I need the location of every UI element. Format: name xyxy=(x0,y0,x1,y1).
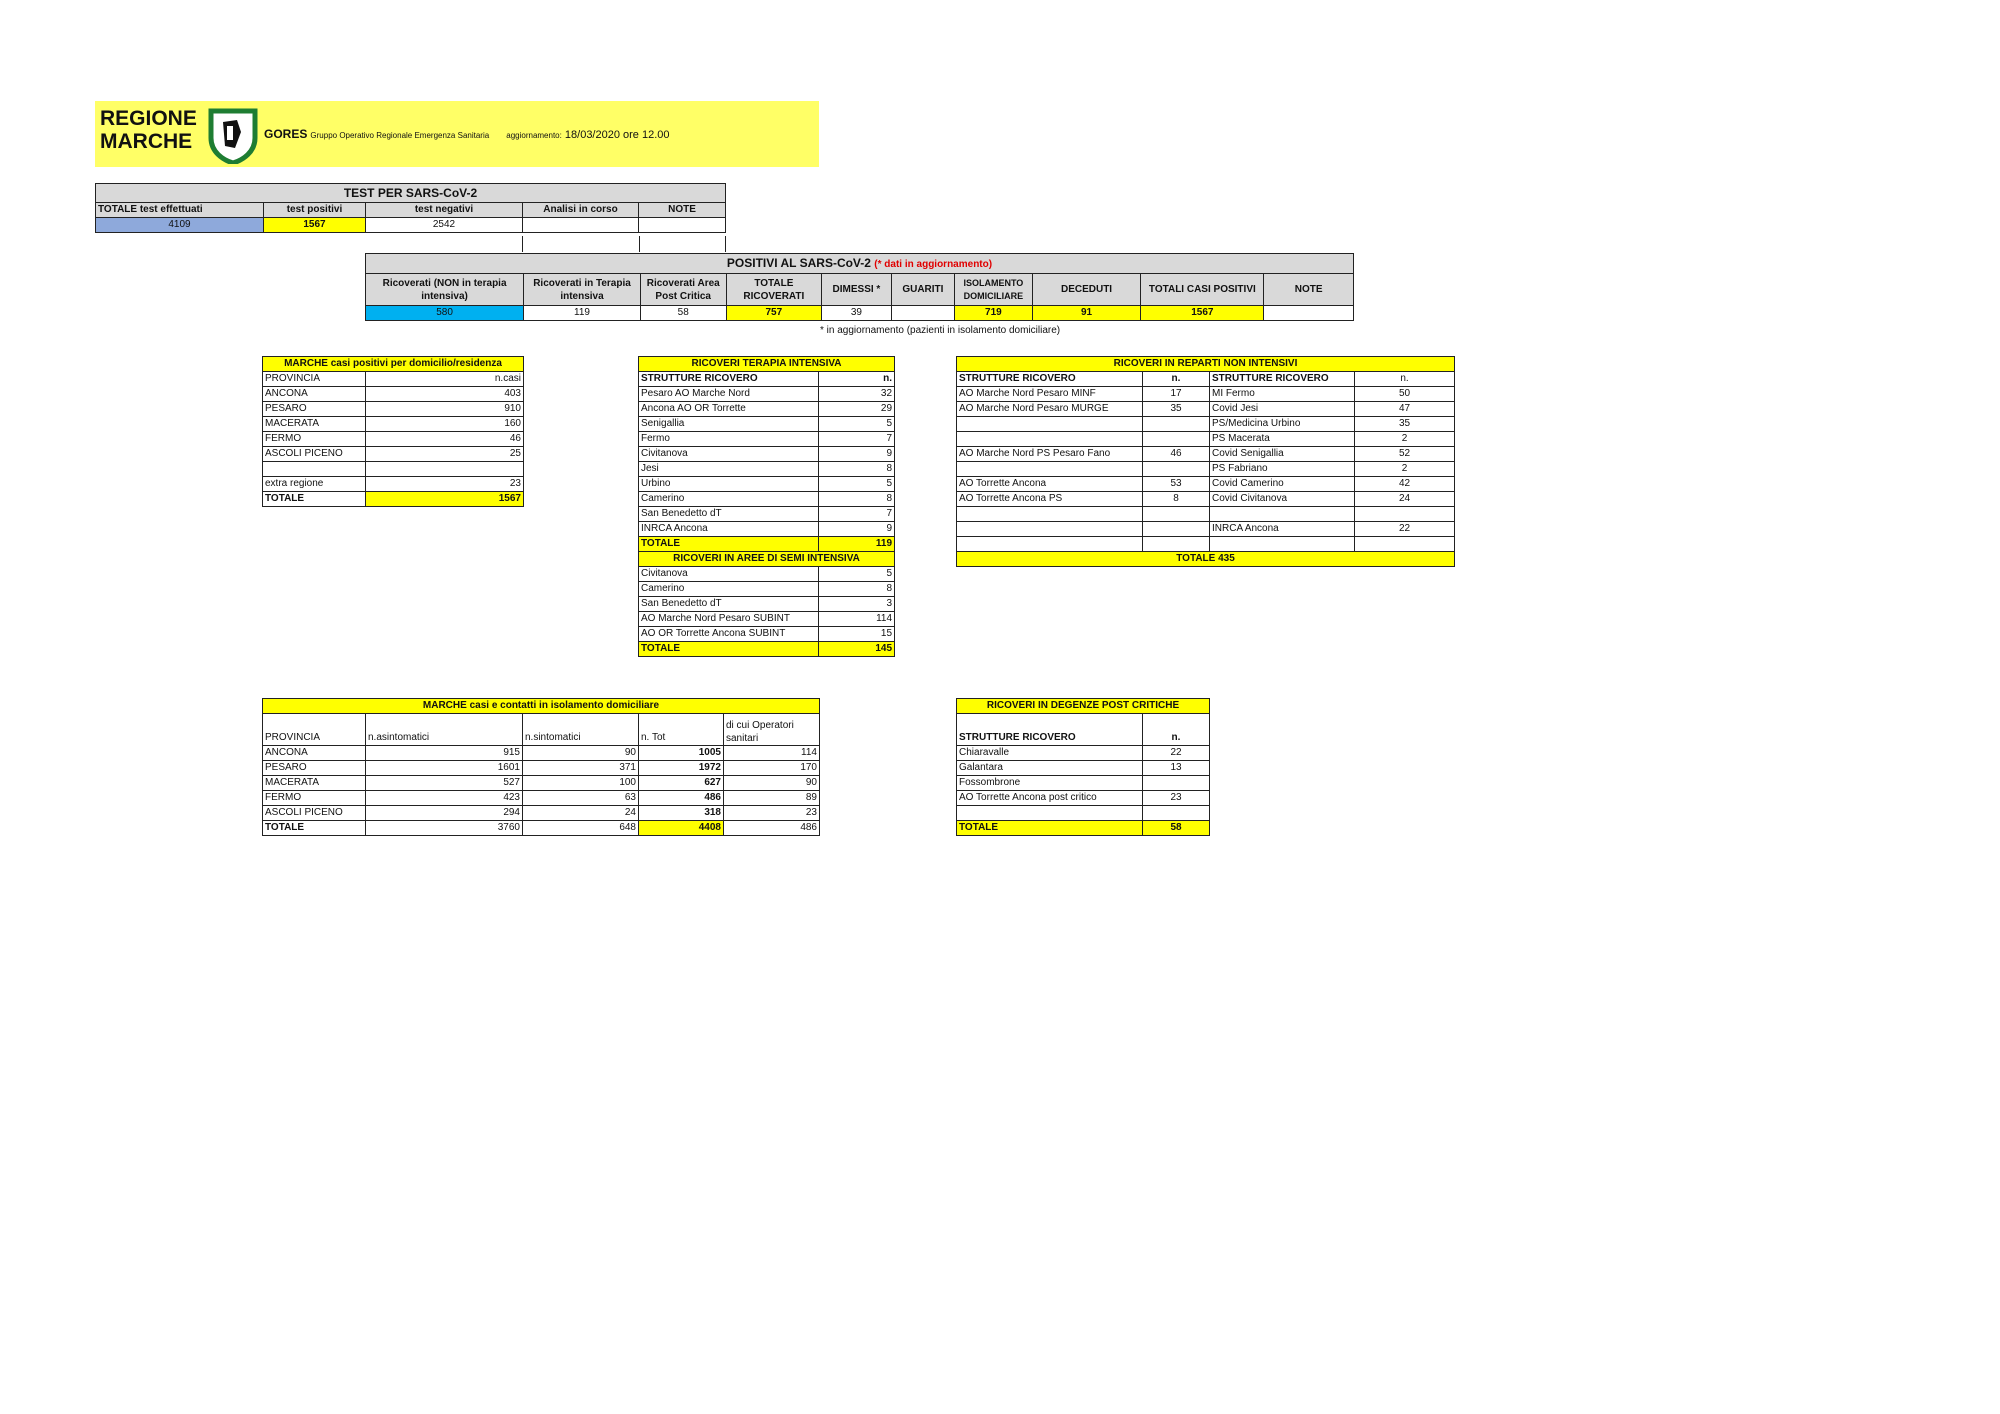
patient-count xyxy=(1143,806,1210,821)
table-row xyxy=(957,537,1455,552)
domicilio-total-value: 1567 xyxy=(366,492,524,507)
structure-name: Fermo xyxy=(639,432,819,447)
patient-count xyxy=(1143,432,1210,447)
healthcare-workers-count: 114 xyxy=(724,746,820,761)
province-name: extra regione xyxy=(263,477,366,492)
structure-name: Jesi xyxy=(639,462,819,477)
table-row xyxy=(639,462,895,477)
structure-name: AO Marche Nord PS Pesaro Fano xyxy=(957,447,1143,462)
province-name xyxy=(263,462,366,477)
positivi-header: Ricoverati Area Post Critica xyxy=(640,274,726,306)
patient-count: 47 xyxy=(1355,402,1455,417)
structure-name: Camerino xyxy=(639,492,819,507)
org-full: Gruppo Operativo Regionale Emergenza Sanitaria xyxy=(310,131,490,140)
healthcare-workers-count: 90 xyxy=(724,776,820,791)
patient-count: 5 xyxy=(819,477,895,492)
structure-name: Civitanova xyxy=(639,447,819,462)
table-row xyxy=(639,612,895,627)
positivi-header: Ricoverati in Terapia intensiva xyxy=(524,274,641,306)
patient-count: 2 xyxy=(1355,462,1455,477)
structure-name: Chiaravalle xyxy=(957,746,1143,761)
patient-count: 8 xyxy=(819,462,895,477)
test-header: test positivi xyxy=(264,203,366,218)
table-row xyxy=(957,477,1455,492)
positivi-table xyxy=(365,253,1354,321)
patient-count: 3 xyxy=(819,597,895,612)
patient-count: 35 xyxy=(1355,417,1455,432)
table-row xyxy=(957,492,1455,507)
terapia-total-value: 119 xyxy=(819,537,895,552)
patient-count xyxy=(1143,462,1210,477)
symptomatic-count: 90 xyxy=(523,746,639,761)
positivi-value: 580 xyxy=(366,306,524,321)
case-count: 23 xyxy=(366,477,524,492)
update-label: aggiornamento: xyxy=(506,131,562,140)
structure-name: PS/Medicina Urbino xyxy=(1210,417,1355,432)
positivi-value xyxy=(891,306,954,321)
table-row xyxy=(957,791,1210,806)
patient-count: 114 xyxy=(819,612,895,627)
structure-name xyxy=(957,432,1143,447)
non-intensivi-total: TOTALE 435 xyxy=(957,552,1455,567)
table-row xyxy=(957,746,1210,761)
isolamento-header: PROVINCIA xyxy=(263,714,366,746)
test-table-extra-row xyxy=(522,236,726,252)
patient-count: 22 xyxy=(1143,746,1210,761)
structure-name: MI Fermo xyxy=(1210,387,1355,402)
symptomatic-count: 24 xyxy=(523,806,639,821)
structure-name: Pesaro AO Marche Nord xyxy=(639,387,819,402)
positivi-header: NOTE xyxy=(1264,274,1354,306)
patient-count: 8 xyxy=(819,582,895,597)
positivi-title-cell xyxy=(366,254,1354,274)
positivi-value: 719 xyxy=(955,306,1033,321)
structure-name: Civitanova xyxy=(639,567,819,582)
province-name: PESARO xyxy=(263,761,366,776)
positivi-value xyxy=(1264,306,1354,321)
patient-count: 8 xyxy=(819,492,895,507)
table-row xyxy=(639,402,895,417)
patient-count: 53 xyxy=(1143,477,1210,492)
structure-name xyxy=(957,522,1143,537)
healthcare-workers-count: 89 xyxy=(724,791,820,806)
table-row xyxy=(639,522,895,537)
patient-count: 15 xyxy=(819,627,895,642)
test-header: TOTALE test effettuati xyxy=(96,203,264,218)
post-critiche-total-label: TOTALE xyxy=(957,821,1143,836)
semi-total-label: TOTALE xyxy=(639,642,819,657)
structure-name: AO Marche Nord Pesaro MINF xyxy=(957,387,1143,402)
province-name: ANCONA xyxy=(263,387,366,402)
asymptomatic-count: 527 xyxy=(366,776,523,791)
org-line xyxy=(264,127,670,141)
test-header: test negativi xyxy=(366,203,523,218)
isolamento-total-value: 4408 xyxy=(639,821,724,836)
isolamento-header: n.sintomatici xyxy=(523,714,639,746)
total-count: 486 xyxy=(639,791,724,806)
structure-name: AO OR Torrette Ancona SUBINT xyxy=(639,627,819,642)
table-row xyxy=(957,507,1455,522)
logo-line1: REGIONE xyxy=(100,107,197,130)
semi-title: RICOVERI IN AREE DI SEMI INTENSIVA xyxy=(639,552,895,567)
asymptomatic-count: 294 xyxy=(366,806,523,821)
structure-name: Covid Senigallia xyxy=(1210,447,1355,462)
positivi-value: 91 xyxy=(1032,306,1141,321)
patient-count: 50 xyxy=(1355,387,1455,402)
symptomatic-count: 100 xyxy=(523,776,639,791)
positivi-header: DECEDUTI xyxy=(1032,274,1141,306)
structure-name: INRCA Ancona xyxy=(639,522,819,537)
table-row xyxy=(263,776,820,791)
positivi-value: 757 xyxy=(726,306,822,321)
case-count: 910 xyxy=(366,402,524,417)
structure-name xyxy=(957,537,1143,552)
post-critiche-table xyxy=(956,698,1210,836)
patient-count: 22 xyxy=(1355,522,1455,537)
positivi-header: TOTALE RICOVERATI xyxy=(726,274,822,306)
post-critiche-total-value: 58 xyxy=(1143,821,1210,836)
structure-name: Ancona AO OR Torrette xyxy=(639,402,819,417)
table-row xyxy=(263,746,820,761)
case-count: 46 xyxy=(366,432,524,447)
domicilio-table xyxy=(262,356,524,507)
province-name: PESARO xyxy=(263,402,366,417)
test-negative-value: 2542 xyxy=(366,218,523,233)
table-row xyxy=(957,522,1455,537)
table-row xyxy=(957,447,1455,462)
test-title: TEST PER SARS-CoV-2 xyxy=(96,184,726,203)
structure-name xyxy=(1210,537,1355,552)
patient-count: 2 xyxy=(1355,432,1455,447)
structure-name: PS Macerata xyxy=(1210,432,1355,447)
asymptomatic-count: 915 xyxy=(366,746,523,761)
domicilio-title: MARCHE casi positivi per domicilio/residenza xyxy=(263,357,524,372)
post-critiche-title: RICOVERI IN DEGENZE POST CRITICHE xyxy=(957,699,1210,714)
patient-count: 23 xyxy=(1143,791,1210,806)
province-name: ASCOLI PICENO xyxy=(263,447,366,462)
patient-count: 7 xyxy=(819,432,895,447)
table-row xyxy=(263,387,524,402)
test-note-value xyxy=(639,218,726,233)
structure-name: San Benedetto dT xyxy=(639,597,819,612)
patient-count: 46 xyxy=(1143,447,1210,462)
total-count: 318 xyxy=(639,806,724,821)
case-count: 160 xyxy=(366,417,524,432)
structure-name xyxy=(1210,507,1355,522)
table-row xyxy=(957,462,1455,477)
patient-count xyxy=(1355,507,1455,522)
table-row xyxy=(639,447,895,462)
semi-total-value: 145 xyxy=(819,642,895,657)
table-row xyxy=(957,432,1455,447)
province-name: FERMO xyxy=(263,432,366,447)
org-acronym: GORES xyxy=(264,127,308,141)
province-name: ANCONA xyxy=(263,746,366,761)
patient-count: 32 xyxy=(819,387,895,402)
structure-name: AO Torrette Ancona PS xyxy=(957,492,1143,507)
table-row xyxy=(639,507,895,522)
structure-name: Camerino xyxy=(639,582,819,597)
logo-line2: MARCHE xyxy=(100,130,193,153)
patient-count xyxy=(1355,537,1455,552)
table-row xyxy=(639,432,895,447)
logo-text xyxy=(100,107,197,153)
table-row xyxy=(263,432,524,447)
total-count: 1972 xyxy=(639,761,724,776)
structure-name: Urbino xyxy=(639,477,819,492)
patient-count: 8 xyxy=(1143,492,1210,507)
structure-name: AO Marche Nord Pesaro SUBINT xyxy=(639,612,819,627)
test-table xyxy=(95,183,726,233)
isolamento-total-label: TOTALE xyxy=(263,821,366,836)
healthcare-workers-count: 23 xyxy=(724,806,820,821)
isolamento-total-value: 648 xyxy=(523,821,639,836)
table-row xyxy=(639,492,895,507)
structure-name xyxy=(957,806,1143,821)
isolamento-header: di cui Operatori sanitari xyxy=(724,714,820,746)
isolamento-table xyxy=(262,698,820,836)
patient-count: 5 xyxy=(819,567,895,582)
table-row xyxy=(639,477,895,492)
non-intensivi-table xyxy=(956,356,1455,567)
asymptomatic-count: 423 xyxy=(366,791,523,806)
structure-name: AO Torrette Ancona xyxy=(957,477,1143,492)
test-pending-value xyxy=(523,218,639,233)
domicilio-col-provincia: PROVINCIA xyxy=(263,372,366,387)
isolamento-total-value: 3760 xyxy=(366,821,523,836)
terapia-title: RICOVERI TERAPIA INTENSIVA xyxy=(639,357,895,372)
structure-name: AO Marche Nord Pesaro MURGE xyxy=(957,402,1143,417)
positivi-value: 119 xyxy=(524,306,641,321)
patient-count: 24 xyxy=(1355,492,1455,507)
update-value: 18/03/2020 ore 12.00 xyxy=(564,129,670,141)
post-critiche-col-n: n. xyxy=(1143,714,1210,746)
symptomatic-count: 371 xyxy=(523,761,639,776)
positivi-value: 39 xyxy=(822,306,891,321)
table-row xyxy=(263,806,820,821)
positivi-footnote: * in aggiornamento (pazienti in isolamento domiciliare) xyxy=(820,325,1061,336)
table-row xyxy=(263,791,820,806)
structure-name: Fossombrone xyxy=(957,776,1143,791)
province-name: FERMO xyxy=(263,791,366,806)
positivi-header: ISOLAMENTO DOMICILIARE xyxy=(955,274,1033,306)
table-row xyxy=(957,806,1210,821)
patient-count: 29 xyxy=(819,402,895,417)
total-count: 1005 xyxy=(639,746,724,761)
table-row xyxy=(263,417,524,432)
isolamento-title: MARCHE casi e contatti in isolamento domiciliare xyxy=(263,699,820,714)
regione-marche-emblem xyxy=(207,108,259,164)
structure-name: Senigallia xyxy=(639,417,819,432)
positivi-title-note: (* dati in aggiornamento) xyxy=(874,258,993,270)
table-row xyxy=(263,761,820,776)
header-banner xyxy=(95,101,819,167)
total-count: 627 xyxy=(639,776,724,791)
positivi-value: 1567 xyxy=(1141,306,1264,321)
table-row xyxy=(957,417,1455,432)
table-row xyxy=(263,402,524,417)
positivi-header: GUARITI xyxy=(891,274,954,306)
patient-count: 9 xyxy=(819,447,895,462)
test-header: NOTE xyxy=(639,203,726,218)
domicilio-col-casi: n.casi xyxy=(366,372,524,387)
structure-name: INRCA Ancona xyxy=(1210,522,1355,537)
positivi-header: TOTALI CASI POSITIVI xyxy=(1141,274,1264,306)
structure-name xyxy=(957,462,1143,477)
positivi-value: 58 xyxy=(640,306,726,321)
isolamento-total-value: 486 xyxy=(724,821,820,836)
structure-name: San Benedetto dT xyxy=(639,507,819,522)
healthcare-workers-count: 170 xyxy=(724,761,820,776)
table-row xyxy=(263,447,524,462)
patient-count: 35 xyxy=(1143,402,1210,417)
terapia-col-n: n. xyxy=(819,372,895,387)
patient-count: 9 xyxy=(819,522,895,537)
patient-count xyxy=(1143,776,1210,791)
structure-name xyxy=(957,417,1143,432)
positivi-header: DIMESSI * xyxy=(822,274,891,306)
patient-count: 5 xyxy=(819,417,895,432)
non-intensivi-title: RICOVERI IN REPARTI NON INTENSIVI xyxy=(957,357,1455,372)
patient-count: 13 xyxy=(1143,761,1210,776)
test-header: Analisi in corso xyxy=(523,203,639,218)
patient-count: 52 xyxy=(1355,447,1455,462)
positivi-title: POSITIVI AL SARS-CoV-2 xyxy=(726,255,871,270)
patient-count xyxy=(1143,537,1210,552)
case-count xyxy=(366,462,524,477)
terapia-intensiva-table xyxy=(638,356,895,657)
asymptomatic-count: 1601 xyxy=(366,761,523,776)
isolamento-header: n.asintomatici xyxy=(366,714,523,746)
structure-name: Covid Jesi xyxy=(1210,402,1355,417)
table-row xyxy=(263,462,524,477)
patient-count: 7 xyxy=(819,507,895,522)
positivi-header: Ricoverati (NON in terapia intensiva) xyxy=(366,274,524,306)
symptomatic-count: 63 xyxy=(523,791,639,806)
non-intensivi-header: n. xyxy=(1143,372,1210,387)
table-row xyxy=(957,776,1210,791)
patient-count: 17 xyxy=(1143,387,1210,402)
structure-name: PS Fabriano xyxy=(1210,462,1355,477)
province-name: MACERATA xyxy=(263,417,366,432)
structure-name: Galantara xyxy=(957,761,1143,776)
domicilio-total-label: TOTALE xyxy=(263,492,366,507)
non-intensivi-header: STRUTTURE RICOVERO xyxy=(1210,372,1355,387)
table-row xyxy=(263,477,524,492)
case-count: 25 xyxy=(366,447,524,462)
structure-name: Covid Camerino xyxy=(1210,477,1355,492)
province-name: MACERATA xyxy=(263,776,366,791)
table-row xyxy=(957,761,1210,776)
non-intensivi-header: n. xyxy=(1355,372,1455,387)
structure-name: Covid Civitanova xyxy=(1210,492,1355,507)
patient-count xyxy=(1143,507,1210,522)
post-critiche-col-strutture: STRUTTURE RICOVERO xyxy=(957,714,1143,746)
patient-count xyxy=(1143,417,1210,432)
test-total-value: 4109 xyxy=(96,218,264,233)
table-row xyxy=(639,582,895,597)
table-row xyxy=(639,417,895,432)
terapia-col-strutture: STRUTTURE RICOVERO xyxy=(639,372,819,387)
isolamento-header: n. Tot xyxy=(639,714,724,746)
table-row xyxy=(957,402,1455,417)
non-intensivi-header: STRUTTURE RICOVERO xyxy=(957,372,1143,387)
test-positive-value: 1567 xyxy=(264,218,366,233)
table-row xyxy=(957,387,1455,402)
province-name: ASCOLI PICENO xyxy=(263,806,366,821)
table-row xyxy=(639,387,895,402)
structure-name: AO Torrette Ancona post critico xyxy=(957,791,1143,806)
case-count: 403 xyxy=(366,387,524,402)
patient-count: 42 xyxy=(1355,477,1455,492)
structure-name xyxy=(957,507,1143,522)
patient-count xyxy=(1143,522,1210,537)
table-row xyxy=(639,567,895,582)
table-row xyxy=(639,597,895,612)
terapia-total-label: TOTALE xyxy=(639,537,819,552)
table-row xyxy=(639,627,895,642)
